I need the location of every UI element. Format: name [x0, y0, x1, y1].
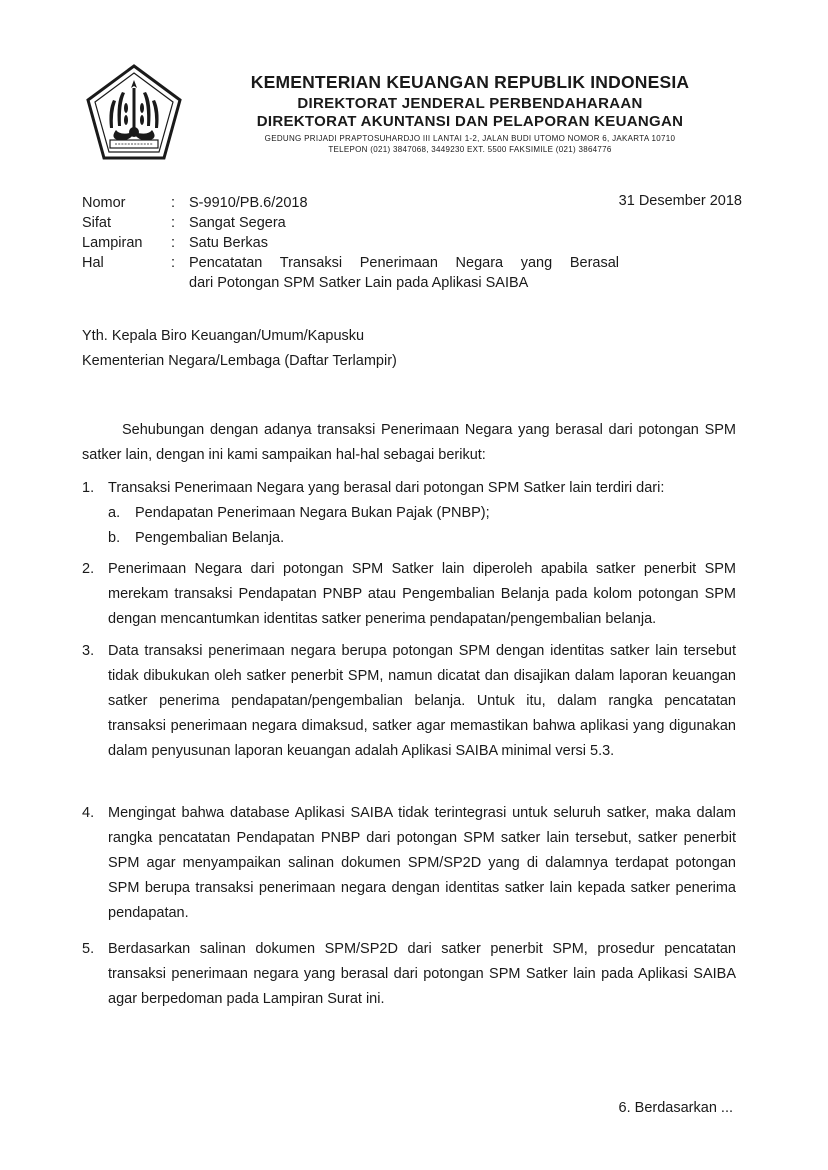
meta-separator: : [171, 235, 176, 251]
list-item-number: 3. [82, 643, 95, 659]
list-item [82, 937, 736, 1012]
list-item-number: 4. [82, 805, 95, 821]
meta-row-sifat [82, 213, 742, 233]
addressee-line-2: Kementerian Negara/Lembaga (Daftar Terlampir) [82, 353, 397, 369]
meta-row-hal [82, 253, 742, 273]
sub-list-item-text: Pendapatan Penerimaan Negara Bukan Pajak (PNBP); [135, 505, 490, 521]
meta-value: Pencatatan Transaksi Penerimaan Negara yang Berasal [189, 255, 619, 271]
meta-row-lampiran [82, 233, 742, 253]
directorate-name: DIREKTORAT AKUNTANSI DAN PELAPORAN KEUANGAN [256, 113, 684, 130]
list-item [82, 476, 736, 551]
sub-list-item [108, 501, 736, 526]
list-item [82, 801, 736, 926]
list-item-text: Mengingat bahwa database Aplikasi SAIBA tidak terintegrasi untuk seluruh satker, maka dalam rangka pencatatan Pendapatan PNBP dari potongan SPM satker lain tersebut, satker penerbit SPM agar menyampaikan salinan dokumen SPM/SP2D yang di dalamnya terdapat potongan SPM berupa transaksi penerimaan negara dengan identitas satker lain kepada satker penerima pendapatan. [108, 805, 736, 921]
meta-label: Hal [82, 255, 104, 271]
meta-separator: : [171, 195, 176, 211]
list-item [82, 557, 736, 632]
sub-list-item-text: Pengembalian Belanja. [135, 530, 285, 546]
letterhead [200, 72, 740, 154]
sub-list-item-label: b. [108, 530, 121, 546]
list-item-number: 2. [82, 561, 95, 577]
list-item-text: Penerimaan Negara dari potongan SPM Satker lain diperoleh apabila satker penerbit SPM merekam transaksi Pendapatan PNBP atau Pengembalian Belanja pada kolom potongan SPM dengan mencantumkan identitas satker penerima pendapatan/pengembalian belanja. [108, 561, 736, 627]
list-item-number: 5. [82, 941, 95, 957]
meta-row-hal-continued [82, 273, 742, 293]
list-item-text: Data transaksi penerimaan negara berupa potongan SPM dengan identitas satker lain tersebut tidak dibukukan oleh satker penerbit SPM, namun dicatat dan disajikan dalam laporan keuangan satker penerima pendapatan/pengembalian belanja. Untuk itu, dalam rangka pencatatan transaksi penerimaan negara dimaksud, satker agar memastikan bahwa aplikasi yang digunakan dalam penyusunan laporan keuangan adalah Aplikasi SAIBA minimal versi 5.3. [108, 643, 736, 759]
meta-value: Sangat Segera [189, 215, 286, 231]
list-item-number: 1. [82, 480, 95, 496]
meta-separator: : [171, 255, 176, 271]
intro-text: Sehubungan dengan adanya transaksi Penerimaan Negara yang berasal dari potongan SPM satker lain, dengan ini kami sampaikan hal-hal sebagai berikut: [82, 422, 736, 463]
list-item-text: Berdasarkan salinan dokumen SPM/SP2D dari satker penerbit SPM, prosedur pencatatan transaksi penerimaan negara yang berasal dari potongan SPM Satker lain pada Aplikasi SAIBA agar berpedoman pada Lampiran Surat ini. [108, 941, 736, 1007]
sub-list-item-label: a. [108, 505, 121, 521]
meta-value: Satu Berkas [189, 235, 268, 251]
directorate-general-name: DIREKTORAT JENDERAL PERBENDAHARAAN [297, 95, 643, 112]
meta-label: Lampiran [82, 235, 143, 251]
kementerian-keuangan-emblem-icon [82, 62, 186, 166]
letter-metadata [82, 193, 742, 293]
page-continuation: 6. Berdasarkan ... [618, 1100, 733, 1116]
meta-value: S-9910/PB.6/2018 [189, 195, 308, 211]
addressee-line-1: Yth. Kepala Biro Keuangan/Umum/Kapusku [82, 328, 365, 344]
meta-separator: : [171, 215, 176, 231]
meta-value-continued: dari Potongan SPM Satker Lain pada Aplikasi SAIBA [189, 275, 529, 291]
letter-date: 31 Desember 2018 [618, 193, 742, 209]
meta-label: Sifat [82, 215, 112, 231]
list-item [82, 639, 736, 764]
sub-list-item [108, 526, 736, 551]
meta-row-nomor [82, 193, 742, 213]
list-item-text: Transaksi Penerimaan Negara yang berasal dari potongan SPM Satker lain terdiri dari: [108, 480, 665, 496]
ministry-name: KEMENTERIAN KEUANGAN REPUBLIK INDONESIA [250, 72, 690, 92]
meta-label: Nomor [82, 195, 126, 211]
addressee [82, 324, 397, 374]
office-address: GEDUNG PRIJADI PRAPTOSUHARDJO III LANTAI 1-2, JALAN BUDI UTOMO NOMOR 6, JAKARTA 10710 [264, 134, 676, 143]
intro-paragraph [82, 418, 736, 468]
office-contact: TELEPON (021) 3847068, 3449230 EXT. 5500 FAKSIMILE (021) 3864776 [328, 145, 612, 154]
